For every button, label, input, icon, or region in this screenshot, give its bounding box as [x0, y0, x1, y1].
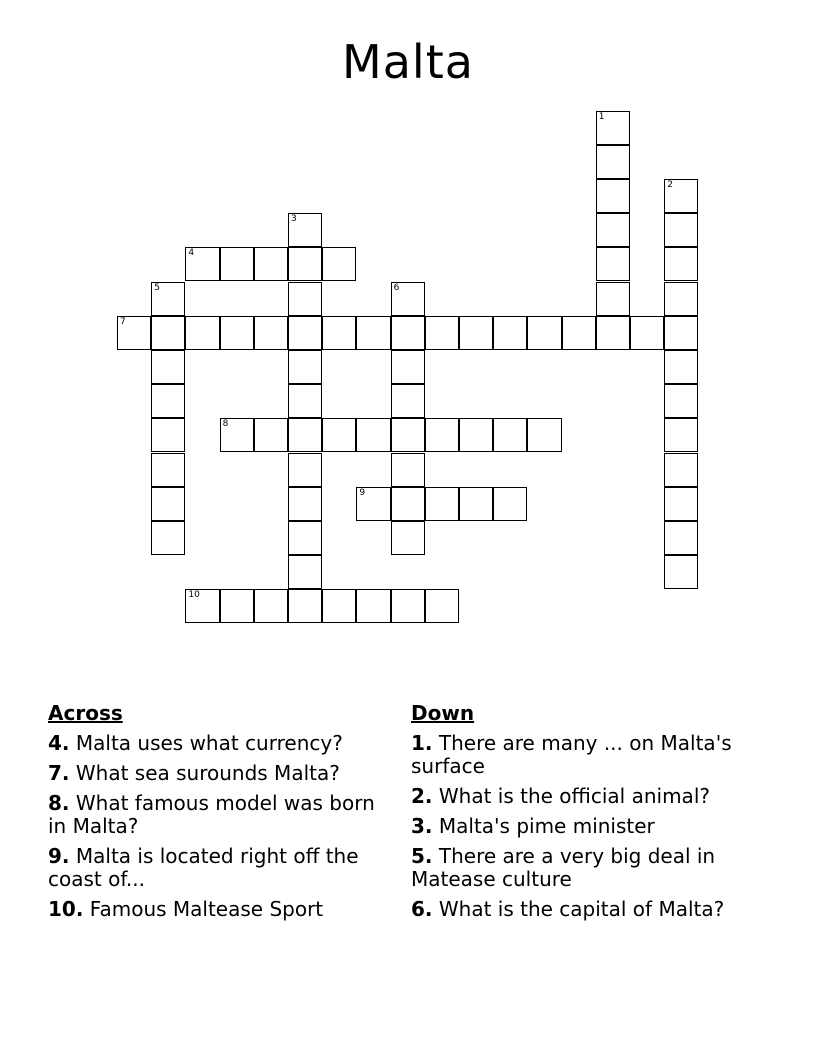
clue-number: 2. [411, 784, 433, 808]
across-heading: Across [48, 701, 123, 725]
grid-cell[interactable] [459, 487, 493, 521]
down-clues [411, 700, 781, 928]
grid-cell[interactable] [664, 213, 698, 247]
grid-cell[interactable] [664, 521, 698, 555]
grid-cell[interactable] [151, 487, 185, 521]
grid-cell[interactable] [596, 316, 630, 350]
grid-cell[interactable] [254, 316, 288, 350]
grid-cell[interactable] [288, 350, 322, 384]
clue-down-6 [411, 898, 781, 921]
grid-cell[interactable] [425, 487, 459, 521]
grid-cell[interactable] [254, 589, 288, 623]
grid-cell[interactable] [151, 282, 185, 316]
grid-cell[interactable] [664, 282, 698, 316]
grid-cell[interactable] [151, 316, 185, 350]
grid-cell[interactable] [391, 589, 425, 623]
clue-number: 1. [411, 731, 433, 755]
clue-text: Malta uses what currency? [75, 731, 343, 755]
grid-cell[interactable] [288, 521, 322, 555]
clue-across-9 [48, 845, 398, 891]
grid-cell[interactable] [596, 145, 630, 179]
grid-cell[interactable] [391, 282, 425, 316]
clue-text: What is the official animal? [438, 784, 710, 808]
grid-cell[interactable] [391, 487, 425, 521]
grid-cell[interactable] [459, 316, 493, 350]
grid-cell[interactable] [664, 487, 698, 521]
grid-cell[interactable] [391, 350, 425, 384]
grid-cell[interactable] [288, 418, 322, 452]
grid-cell[interactable] [664, 384, 698, 418]
grid-cell[interactable] [288, 316, 322, 350]
grid-cell[interactable] [322, 247, 356, 281]
grid-cell[interactable] [185, 589, 219, 623]
grid-cell[interactable] [356, 589, 390, 623]
clue-text: What sea surounds Malta? [75, 761, 340, 785]
grid-cell[interactable] [596, 179, 630, 213]
grid-cell[interactable] [493, 487, 527, 521]
grid-cell[interactable] [391, 453, 425, 487]
cell-number: 1 [598, 111, 605, 122]
grid-cell[interactable] [425, 418, 459, 452]
grid-cell[interactable] [664, 453, 698, 487]
grid-cell[interactable] [288, 247, 322, 281]
grid-cell[interactable] [288, 487, 322, 521]
clue-text: There are many ... on Malta's surface [411, 731, 732, 778]
clue-down-2 [411, 785, 781, 808]
grid-cell[interactable] [664, 350, 698, 384]
grid-cell[interactable] [356, 316, 390, 350]
grid-cell[interactable] [664, 418, 698, 452]
grid-cell[interactable] [493, 418, 527, 452]
grid-cell[interactable] [254, 418, 288, 452]
grid-cell[interactable] [322, 589, 356, 623]
grid-cell[interactable] [185, 316, 219, 350]
grid-cell[interactable] [220, 589, 254, 623]
grid-cell[interactable] [527, 316, 561, 350]
cell-number: 10 [188, 590, 200, 601]
grid-cell[interactable] [151, 350, 185, 384]
cell-number: 4 [188, 248, 195, 259]
grid-cell[interactable] [117, 316, 151, 350]
grid-cell[interactable] [356, 487, 390, 521]
grid-cell[interactable] [630, 316, 664, 350]
grid-cell[interactable] [356, 418, 390, 452]
puzzle-title: Malta [342, 35, 474, 89]
grid-cell[interactable] [664, 247, 698, 281]
clue-down-5 [411, 845, 781, 891]
grid-cell[interactable] [391, 418, 425, 452]
grid-cell[interactable] [288, 589, 322, 623]
grid-cell[interactable] [322, 316, 356, 350]
grid-cell[interactable] [664, 316, 698, 350]
clue-across-8 [48, 792, 398, 838]
clue-number: 10. [48, 897, 84, 921]
grid-cell[interactable] [322, 418, 356, 452]
across-clues [48, 700, 398, 928]
grid-cell[interactable] [391, 316, 425, 350]
grid-cell[interactable] [220, 418, 254, 452]
grid-cell[interactable] [493, 316, 527, 350]
cell-number: 6 [393, 282, 400, 293]
clue-number: 8. [48, 791, 70, 815]
clue-text: Malta is located right off the coast of... [48, 844, 359, 891]
grid-cell[interactable] [288, 213, 322, 247]
grid-cell[interactable] [596, 282, 630, 316]
grid-cell[interactable] [527, 418, 561, 452]
clue-across-4 [48, 732, 398, 755]
grid-cell[interactable] [288, 384, 322, 418]
grid-cell[interactable] [664, 555, 698, 589]
cell-number: 7 [120, 316, 126, 327]
clue-down-3 [411, 815, 781, 838]
cell-number: 8 [222, 419, 229, 430]
grid-cell[interactable] [425, 316, 459, 350]
grid-cell[interactable] [151, 384, 185, 418]
grid-cell[interactable] [151, 418, 185, 452]
down-heading: Down [411, 701, 475, 725]
clue-number: 5. [411, 844, 433, 868]
grid-cell[interactable] [391, 384, 425, 418]
cell-number: 3 [291, 214, 297, 225]
grid-cell[interactable] [151, 453, 185, 487]
clue-text: Malta's pime minister [438, 814, 655, 838]
clue-text: Famous Maltease Sport [89, 897, 324, 921]
cell-number: 2 [667, 179, 673, 190]
grid-cell[interactable] [185, 247, 219, 281]
grid-cell[interactable] [151, 521, 185, 555]
grid-cell[interactable] [596, 213, 630, 247]
grid-cell[interactable] [220, 316, 254, 350]
cell-number: 9 [359, 487, 366, 498]
grid-cell[interactable] [562, 316, 596, 350]
grid-cell[interactable] [288, 453, 322, 487]
grid-cell[interactable] [288, 282, 322, 316]
clue-text: What famous model was born in Malta? [48, 791, 375, 838]
clue-text: What is the capital of Malta? [438, 897, 725, 921]
grid-cell[interactable] [459, 418, 493, 452]
clue-number: 3. [411, 814, 433, 838]
clue-number: 4. [48, 731, 70, 755]
grid-cell[interactable] [254, 247, 288, 281]
grid-cell[interactable] [596, 247, 630, 281]
clue-text: There are a very big deal in Matease culture [411, 844, 716, 891]
grid-cell[interactable] [288, 555, 322, 589]
clue-number: 6. [411, 897, 433, 921]
grid-cell[interactable] [220, 247, 254, 281]
clue-across-7 [48, 762, 398, 785]
clue-down-1 [411, 732, 781, 778]
clue-number: 9. [48, 844, 70, 868]
grid-cell[interactable] [596, 111, 630, 145]
grid-cell[interactable] [391, 521, 425, 555]
grid-cell[interactable] [425, 589, 459, 623]
clue-across-10 [48, 898, 398, 921]
clue-number: 7. [48, 761, 70, 785]
cell-number: 5 [154, 282, 160, 293]
grid-cell[interactable] [664, 179, 698, 213]
